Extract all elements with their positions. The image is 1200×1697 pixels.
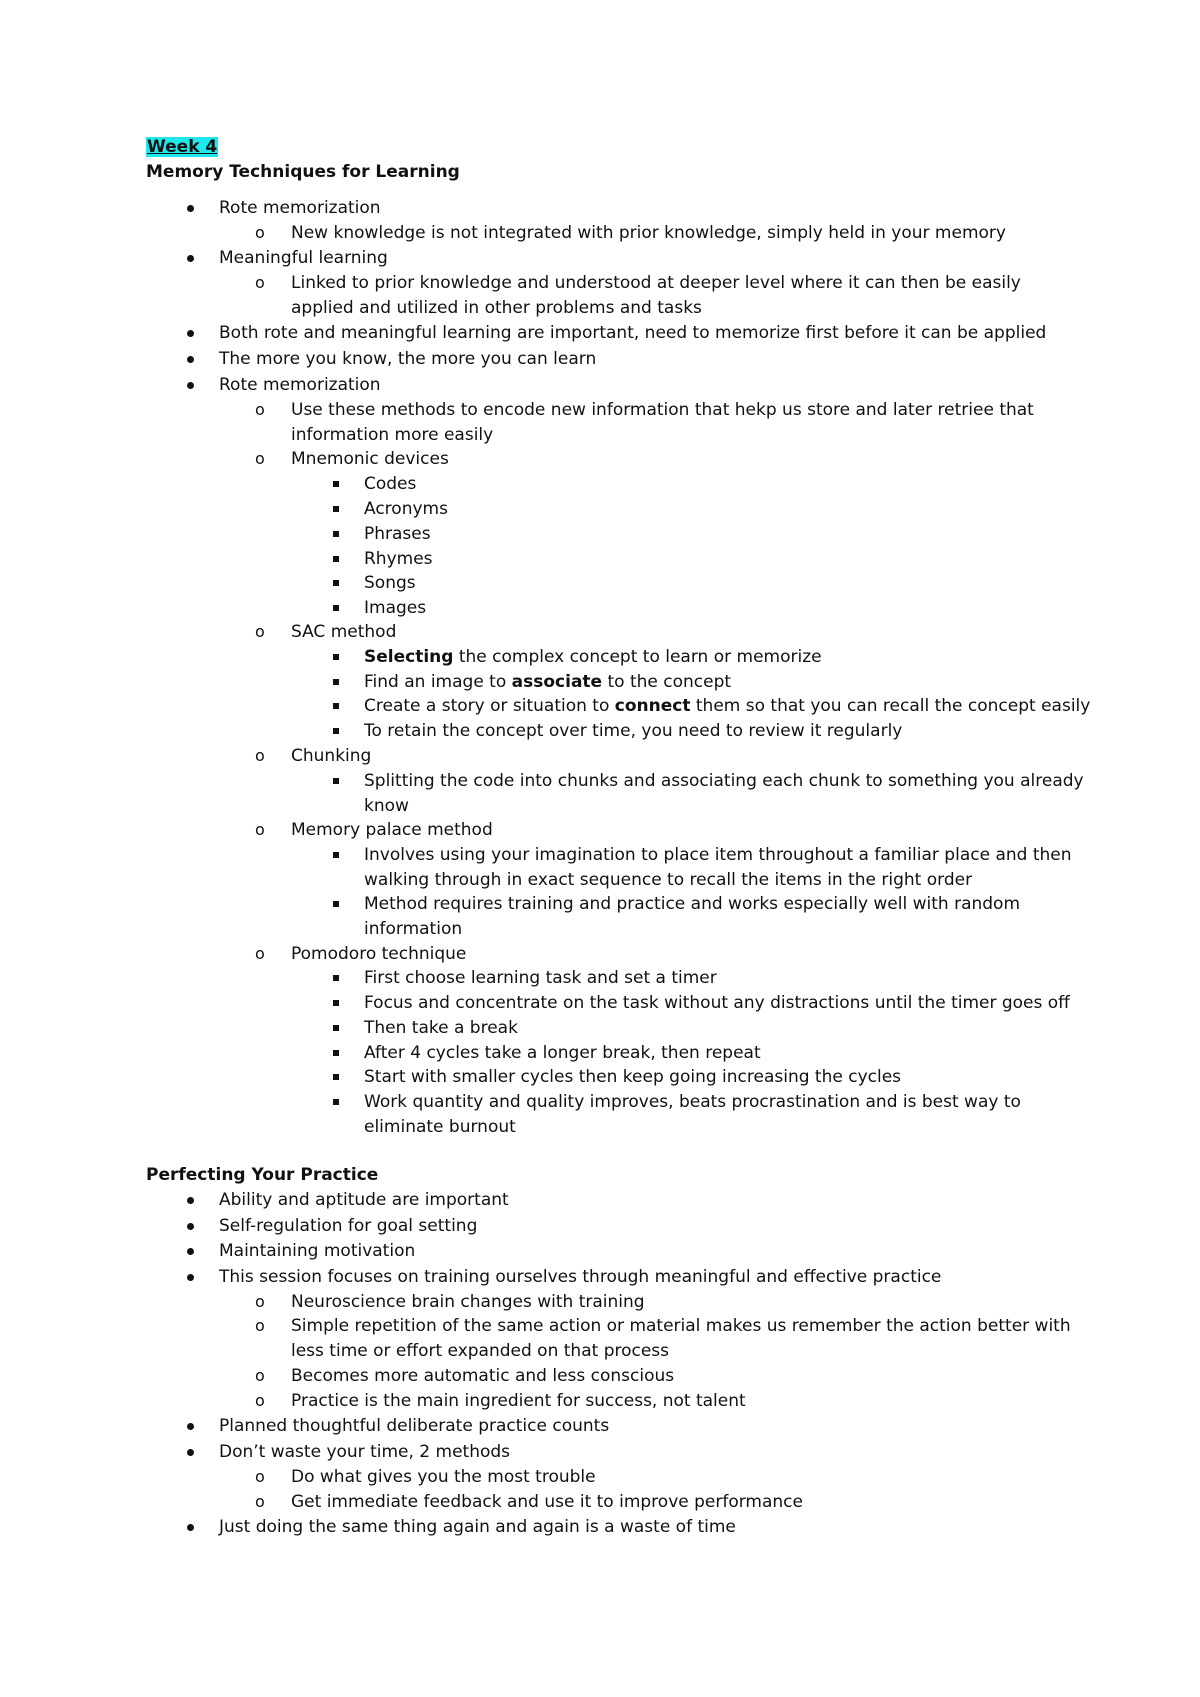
list-item-continuation: know (364, 796, 409, 816)
circle-bullet: o (255, 400, 265, 419)
list-item: Acronyms (364, 499, 448, 519)
section-title-practice: Perfecting Your Practice (146, 1165, 379, 1185)
square-bullet (333, 703, 339, 709)
list-item-continuation: less time or effort expanded on that process (291, 1341, 670, 1361)
bullet (187, 205, 194, 212)
circle-bullet: o (255, 1391, 265, 1410)
bullet (187, 1223, 194, 1230)
list-item: To retain the concept over time, you need to review it regularly (364, 721, 903, 741)
bullet (187, 382, 194, 389)
list-item-continuation: information (364, 919, 463, 939)
circle-bullet: o (255, 1492, 265, 1511)
square-bullet (333, 506, 339, 512)
bullet (187, 1248, 194, 1255)
list-item: Images (364, 598, 427, 618)
list-item: First choose learning task and set a timer (364, 968, 717, 988)
list-item: Then take a break (364, 1018, 518, 1038)
list-item: Becomes more automatic and less conscious (291, 1366, 675, 1386)
circle-bullet: o (255, 1292, 265, 1311)
list-item: Selecting the complex concept to learn or memorize (364, 647, 822, 667)
square-bullet (333, 778, 339, 784)
bullet (187, 1274, 194, 1281)
list-item: Mnemonic devices (291, 449, 449, 469)
bullet (187, 1197, 194, 1204)
square-bullet (333, 481, 339, 487)
list-item: Rote memorization (219, 198, 381, 218)
list-item: Maintaining motivation (219, 1241, 416, 1261)
list-item: Chunking (291, 746, 372, 766)
square-bullet (333, 1000, 339, 1006)
list-item: Involves using your imagination to place item throughout a familiar place and then (364, 845, 1072, 865)
circle-bullet: o (255, 449, 265, 468)
square-bullet (333, 852, 339, 858)
square-bullet (333, 975, 339, 981)
square-bullet (333, 531, 339, 537)
list-item-continuation: eliminate burnout (364, 1117, 516, 1137)
square-bullet (333, 1074, 339, 1080)
bullet (187, 1449, 194, 1456)
list-item: Linked to prior knowledge and understood at deeper level where it can then be easily (291, 273, 1021, 293)
list-item: Self-regulation for goal setting (219, 1216, 478, 1236)
bullet (187, 255, 194, 262)
list-item: Work quantity and quality improves, beats procrastination and is best way to (364, 1092, 1021, 1112)
list-item: After 4 cycles take a longer break, then repeat (364, 1043, 761, 1063)
list-item: Rote memorization (219, 375, 381, 395)
week-label: Week 4 (147, 137, 218, 157)
bullet (187, 1524, 194, 1531)
section-title-memory: Memory Techniques for Learning (146, 162, 460, 182)
list-item: Don’t waste your time, 2 methods (219, 1442, 511, 1462)
circle-bullet: o (255, 1316, 265, 1335)
square-bullet (333, 556, 339, 562)
list-item: Start with smaller cycles then keep going increasing the cycles (364, 1067, 902, 1087)
list-item: Memory palace method (291, 820, 493, 840)
square-bullet (333, 605, 339, 611)
square-bullet (333, 728, 339, 734)
list-item: Songs (364, 573, 416, 593)
circle-bullet: o (255, 1366, 265, 1385)
square-bullet (333, 580, 339, 586)
list-item: Focus and concentrate on the task without any distractions until the timer goes off (364, 993, 1070, 1013)
circle-bullet: o (255, 944, 265, 963)
list-item-continuation: applied and utilized in other problems and tasks (291, 298, 702, 318)
list-item: Pomodoro technique (291, 944, 467, 964)
list-item: Planned thoughtful deliberate practice counts (219, 1416, 610, 1436)
list-item: Rhymes (364, 549, 433, 569)
list-item: Use these methods to encode new information that hekp us store and later retriee that (291, 400, 1034, 420)
list-item: This session focuses on training ourselves through meaningful and effective practice (219, 1267, 942, 1287)
list-item: Create a story or situation to connect them so that you can recall the concept easily (364, 696, 1091, 716)
circle-bullet: o (255, 273, 265, 292)
square-bullet (333, 1099, 339, 1105)
circle-bullet: o (255, 820, 265, 839)
square-bullet (333, 679, 339, 685)
list-item: Splitting the code into chunks and associating each chunk to something you already (364, 771, 1084, 791)
circle-bullet: o (255, 1467, 265, 1486)
circle-bullet: o (255, 746, 265, 765)
circle-bullet: o (255, 223, 265, 242)
list-item: Get immediate feedback and use it to improve performance (291, 1492, 803, 1512)
list-item: Phrases (364, 524, 431, 544)
square-bullet (333, 1025, 339, 1031)
list-item: Method requires training and practice and works especially well with random (364, 894, 1021, 914)
list-item: The more you know, the more you can learn (219, 349, 597, 369)
list-item-continuation: information more easily (291, 425, 494, 445)
list-item: Both rote and meaningful learning are important, need to memorize first before it can be applied (219, 323, 1047, 343)
list-item: Simple repetition of the same action or material makes us remember the action better with (291, 1316, 1071, 1336)
list-item: Do what gives you the most trouble (291, 1467, 596, 1487)
list-item-continuation: walking through in exact sequence to recall the items in the right order (364, 870, 973, 890)
bullet (187, 1423, 194, 1430)
list-item: Neuroscience brain changes with training (291, 1292, 645, 1312)
list-item: SAC method (291, 622, 397, 642)
list-item: Meaningful learning (219, 248, 388, 268)
list-item: New knowledge is not integrated with prior knowledge, simply held in your memory (291, 223, 1006, 243)
circle-bullet: o (255, 622, 265, 641)
square-bullet (333, 1050, 339, 1056)
list-item: Practice is the main ingredient for success, not talent (291, 1391, 746, 1411)
bullet (187, 330, 194, 337)
list-item: Codes (364, 474, 417, 494)
square-bullet (333, 654, 339, 660)
list-item: Ability and aptitude are important (219, 1190, 509, 1210)
list-item: Find an image to associate to the concept (364, 672, 732, 692)
list-item: Just doing the same thing again and again is a waste of time (219, 1517, 736, 1537)
bullet (187, 356, 194, 363)
square-bullet (333, 901, 339, 907)
